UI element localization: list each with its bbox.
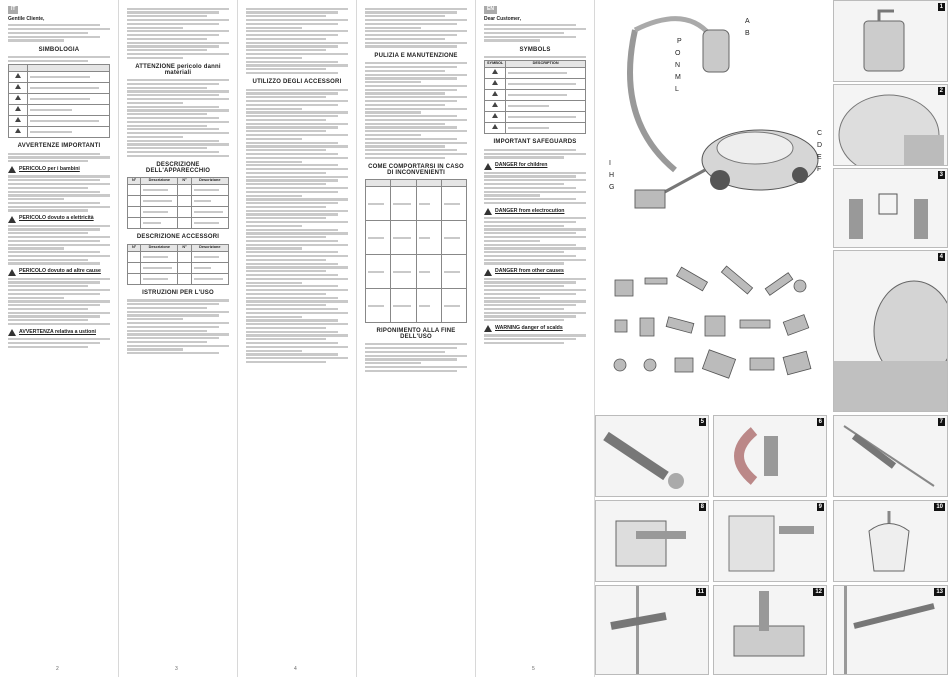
language-tag-it: IT (8, 6, 18, 14)
label-g: G (609, 184, 615, 191)
section-symbols: SIMBOLOGIA (38, 46, 80, 53)
warning-other: DANGER from other causes (484, 269, 586, 276)
figure-number-1: 1 (939, 4, 943, 10)
page-italian-1 (0, 0, 118, 677)
figure-9 (713, 500, 827, 582)
label-i: I (609, 160, 611, 167)
label-o: O (675, 50, 681, 57)
section-important: AVVERTENZE IMPORTANTI (17, 143, 101, 150)
label-c: C (817, 130, 823, 137)
page-italian-3 (238, 0, 356, 677)
page-italian-2 (119, 0, 237, 677)
warning-electric: DANGER from electrocution (484, 208, 586, 215)
figure-5 (595, 415, 709, 497)
warning-other: PERICOLO dovuto ad altre cause (8, 269, 110, 276)
language-tag-en: EN (484, 6, 497, 14)
warning-children: PERICOLO per i bambini (8, 166, 110, 173)
figure-product-overview (595, 0, 827, 240)
label-a: A (745, 18, 750, 25)
section-accessories: DESCRIZIONE ACCESSORI (136, 234, 220, 241)
greeting: Gentile Cliente, (8, 15, 45, 22)
page-italian-4 (357, 0, 475, 677)
description-table: N° Descrizione N° Descrizione (127, 177, 229, 229)
figure-3 (833, 168, 948, 248)
figure-number-11: 11 (697, 589, 704, 595)
section-storage: RIPONIMENTO ALLA FINE DELL'USO (376, 328, 456, 340)
page-number: 4 (294, 666, 297, 673)
label-l: L (675, 86, 679, 93)
label-p: P (677, 38, 682, 45)
warning-burns: AVVERTENZA relativa a ustioni (8, 329, 110, 336)
figure-number-8: 8 (700, 504, 704, 510)
page-number: 3 (175, 666, 178, 673)
figure-number-7: 7 (939, 419, 943, 425)
figure-12 (713, 585, 827, 675)
figure-accessories (595, 250, 827, 410)
figure-10 (833, 500, 948, 582)
page-number: 2 (56, 666, 59, 673)
section-description: DESCRIZIONE DELL'APPARECCHIO (145, 161, 211, 174)
figure-7 (833, 415, 948, 497)
figure-panel (595, 0, 948, 677)
figure-2 (833, 84, 948, 166)
figure-number-4: 4 (939, 254, 943, 260)
label-f: F (817, 166, 822, 173)
troubleshooting-table (365, 179, 467, 323)
figure-number-10: 10 (936, 504, 943, 510)
label-m: M (675, 74, 681, 81)
section-important: IMPORTANT SAFEGUARDS (493, 139, 577, 146)
section-cleaning: PULIZIA E MANUTENZIONE (374, 52, 458, 59)
label-d: D (817, 142, 823, 149)
figure-4 (833, 250, 948, 412)
label-h: H (609, 172, 615, 179)
figure-11 (595, 585, 709, 675)
symbols-table (8, 64, 110, 138)
figure-6 (713, 415, 827, 497)
accessories-table: N° Descrizione N° Descrizione (127, 244, 229, 285)
section-symbols: SYMBOLS (519, 46, 551, 53)
figure-13 (833, 585, 948, 675)
figure-number-2: 2 (939, 88, 943, 94)
section-attention: ATTENZIONE pericolo danni materiali (135, 63, 221, 76)
warning-burns: WARNING danger of scalds (484, 325, 586, 332)
warning-children: DANGER for children (484, 163, 586, 170)
greeting: Dear Customer, (484, 15, 521, 22)
figure-number-5: 5 (700, 419, 704, 425)
figure-8 (595, 500, 709, 582)
label-b: B (745, 30, 750, 37)
figure-number-9: 9 (818, 504, 822, 510)
figure-number-12: 12 (815, 589, 822, 595)
page-english-1 (476, 0, 594, 677)
label-e: E (817, 154, 822, 161)
page-number: 5 (532, 666, 535, 673)
figure-number-6: 6 (818, 419, 822, 425)
warning-electric: PERICOLO dovuto a elettricità (8, 216, 110, 223)
section-accessory-use: UTILIZZO DEGLI ACCESSORI (252, 79, 342, 86)
symbols-table: SYMBOL DESCRIPTION (484, 60, 586, 134)
figure-number-3: 3 (939, 172, 943, 178)
section-instructions: ISTRUZIONI PER L'USO (142, 289, 214, 296)
figure-number-13: 13 (936, 589, 943, 595)
label-n: N (675, 62, 681, 69)
section-troubleshooting: COME COMPORTARSI IN CASO DI INCONVENIENTI (368, 163, 464, 176)
figure-1 (833, 0, 948, 82)
